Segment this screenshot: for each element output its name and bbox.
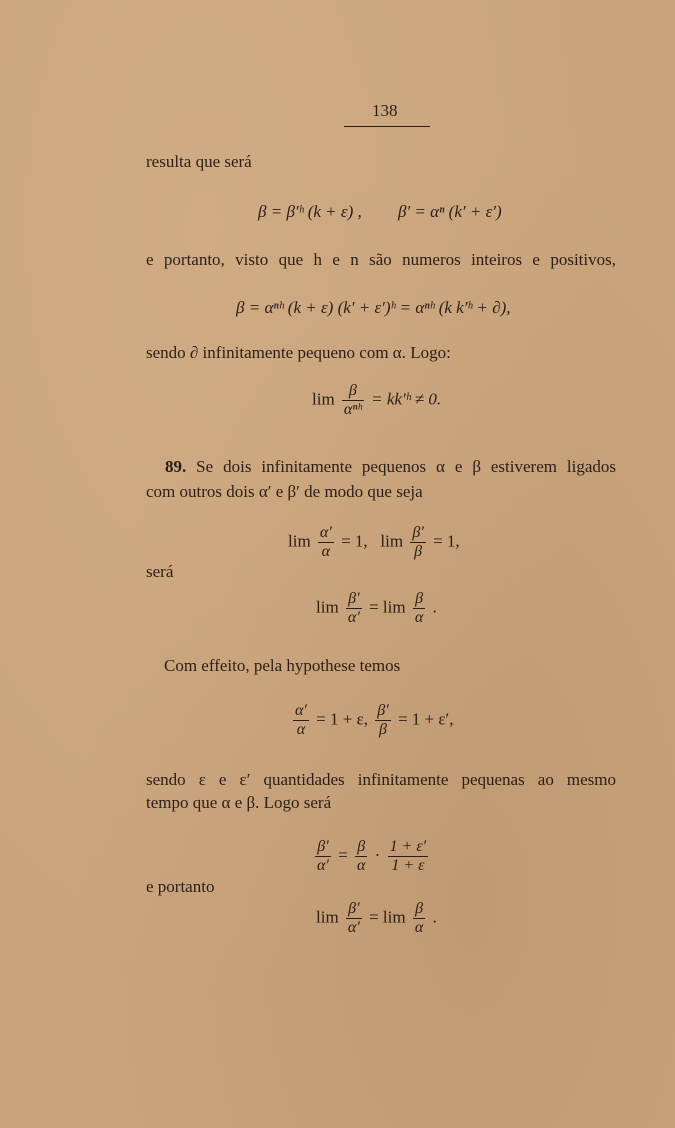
fraction [315,838,331,875]
fraction [388,838,429,875]
text-line-2: e portanto, visto que h e n são numeros inteiros e positivos, [146,250,616,269]
text-line-6: será [146,562,174,581]
formula-rhs: = 1 + ε, [316,709,368,729]
text-line-1: resulta que será [146,152,252,171]
text-line-5: com outros dois α′ e β′ de modo que seja [146,482,423,501]
equals-sign: = [338,845,348,865]
denominator: 1 + ε [388,856,429,875]
denominator: α [357,857,366,874]
denominator: α [414,919,424,936]
formula-6 [290,702,454,739]
text-line-8: sendo ε e ε′ quantidades infinitamente pequenas ao mesmo [146,770,616,789]
denominator: α′ [347,609,360,626]
fraction [410,524,425,561]
fraction [413,900,425,937]
numerator: β [348,382,357,399]
lim-operator: lim [380,531,404,551]
denominator: α′ [347,919,360,936]
lim-operator: lim [288,531,311,551]
fraction [346,900,362,937]
text-line-9: tempo que α e β. Logo será [146,793,332,812]
fraction [342,382,364,419]
denominator: α [318,542,334,561]
fraction [293,702,309,739]
formula-2: β = αⁿʰ (k + ε) (k′ + ε′)ʰ = αⁿʰ (k k′ʰ + ∂), [236,298,511,317]
text-line-4 [165,457,616,477]
dot-operator: · [374,845,381,865]
lim-operator: lim [316,907,339,927]
formula-rhs: = 1 + ε′, [397,709,454,729]
formula-3 [312,382,441,419]
numerator: β [357,838,366,855]
numerator: α′ [319,524,332,541]
text-line-10: e portanto [146,877,215,896]
denominator: α′ [317,857,329,874]
lim-operator: lim [382,597,406,617]
denominator: α [293,720,309,739]
period: . [432,597,437,617]
formula-5 [316,590,437,627]
fraction [318,524,334,561]
denominator: αⁿʰ [343,401,362,418]
numerator: β′ [377,702,389,719]
numerator: β [415,590,424,607]
formula-rhs: = 1, [341,531,368,551]
numerator: β [415,900,424,917]
lim-operator: lim [312,389,335,409]
period: . [432,907,437,927]
denominator: β [410,542,425,561]
formula-1a: β = β′ʰ (k + ε) , [258,202,362,221]
denominator: β [375,720,390,739]
lim-operator: lim [316,597,339,617]
formula-4 [288,524,460,561]
section-number: 89. [165,457,187,476]
fraction [413,590,425,627]
numerator: β′ [348,900,360,917]
fraction [375,702,390,739]
fraction [346,590,362,627]
formula-8 [316,900,437,937]
fraction [355,838,367,875]
formula-7 [312,838,431,875]
equals-sign: = [369,907,379,927]
text-line-7: Com effeito, pela hypothese temos [164,656,401,675]
numerator: 1 + ε′ [389,838,427,855]
formula-1b: β′ = αⁿ (k′ + ε′) [398,202,502,221]
text-line-3: sendo ∂ infinitamente pequeno com α. Logo: [146,343,451,362]
text-line-4-body: Se dois infinitamente pequenos α e β estiverem ligados [196,457,616,476]
numerator: β′ [317,838,329,855]
denominator: α [414,609,424,626]
header-rule [344,126,430,127]
page-number: 138 [372,101,398,120]
formula-rhs: = kk′ʰ ≠ 0. [371,389,442,409]
numerator: β′ [348,590,360,607]
lim-operator: lim [382,907,406,927]
equals-sign: = [369,597,379,617]
numerator: β′ [412,524,424,541]
formula-rhs: = 1, [433,531,460,551]
numerator: α′ [295,702,307,719]
